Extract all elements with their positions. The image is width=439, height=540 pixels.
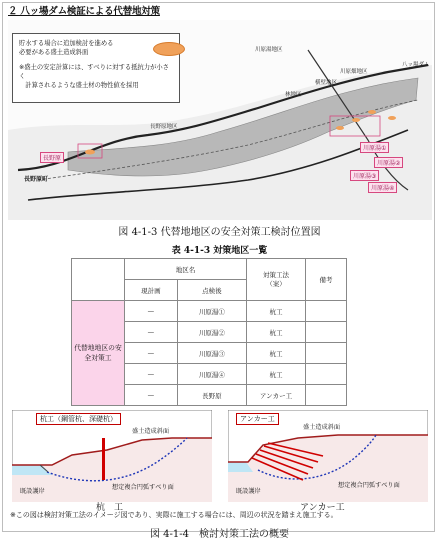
legend-swatch (153, 42, 185, 56)
pile-box-label: 杭工（鋼管杭、深礎杭） (36, 413, 121, 425)
cell-remarks (306, 385, 347, 406)
cell-inspection: 川原湯① (177, 301, 246, 322)
cell-inspection: 川原湯④ (177, 364, 246, 385)
anchor-diagram (228, 410, 428, 502)
cell-method: アンカー工 (247, 385, 306, 406)
pile-caption: 杭 工 (96, 503, 124, 513)
label-kawarayu-district: 川原湯地区 (255, 47, 283, 53)
cell-inspection: 長野原 (177, 385, 246, 406)
label-naganohara-town: 長野原町 (24, 176, 49, 183)
cell-method: 杭工 (247, 322, 306, 343)
cell-method: 杭工 (247, 301, 306, 322)
pile-slip-label: 想定複合円弧すべり面 (112, 484, 174, 491)
group-label: 代替地地区の安全対策工 (72, 301, 125, 406)
pile-revetment-label: 既設護岸 (20, 488, 45, 495)
table-title: 表 4-1-3 対策地区一覧 (171, 246, 268, 256)
tag-kawarayu-4: 川原湯④ (368, 182, 397, 193)
table-row (72, 301, 347, 322)
footnote: ※この図は検討対策工法のイメージ図であり、実際に施工する場合には、周辺の状況を踏まえ施工する。 (10, 511, 338, 519)
header-district: 地区名 (125, 259, 247, 280)
header-method: 対策工法 （案） (247, 259, 306, 301)
tag-kawarayu-3: 川原湯③ (350, 170, 379, 181)
anchor-embankment-label: 盛土造成斜面 (303, 424, 341, 431)
cell-inspection: 川原湯② (177, 322, 246, 343)
cell-current: — (125, 322, 178, 343)
anchor-slip-label: 想定複合円弧すべり面 (338, 482, 400, 489)
cell-method: 杭工 (247, 364, 306, 385)
cell-remarks (306, 364, 347, 385)
final-caption: 図 4-1-4 検討対策工法の概要 (149, 529, 290, 540)
tag-kawarayu-1: 川原湯① (360, 142, 389, 153)
anchor-revetment-label: 既設護岸 (236, 488, 261, 495)
legend-text-1: 貯水する場合に追加検討を進める (19, 40, 114, 47)
label-kawarahata-district: 川原畑地区 (340, 69, 368, 75)
anchor-box-label: アンカー工 (236, 413, 279, 425)
anchor-caption: アンカー工 (300, 503, 345, 513)
cell-remarks (306, 301, 347, 322)
pile-diagram (12, 410, 212, 502)
label-yokokabe-district: 横壁地区 (315, 80, 338, 86)
sub-current: 現計画 (125, 280, 178, 301)
pile-embankment-label: 盛土造成斜面 (132, 428, 170, 435)
legend-note-2: 計算されるような盛土材の物性値を採用 (19, 82, 139, 89)
legend-text-2: 必要がある盛土造成斜面 (19, 49, 89, 56)
map-legend (12, 33, 180, 103)
header-remarks: 備考 (306, 259, 347, 301)
section-heading: ２ 八ッ場ダム検証による代替地対策 (8, 6, 160, 17)
cell-current: — (125, 385, 178, 406)
tag-naganohara: 長野原 (40, 152, 64, 163)
cell-inspection: 川原湯③ (177, 343, 246, 364)
figure-caption: 図 4-1-3 代替地地区の安全対策工検討位置図 (118, 227, 321, 238)
cell-current: — (125, 301, 178, 322)
label-hayashi-district: 林地区 (285, 92, 302, 98)
district-table (71, 258, 347, 406)
legend-note-1: ※盛土の安定計算には、すべりに対する抵抗力が小さく (19, 64, 169, 80)
label-naganohara-district: 長野原地区 (150, 124, 178, 130)
label-yattsuba-dam: 八ッ場ダム (402, 62, 430, 68)
sub-inspection: 点検後 (177, 280, 246, 301)
cell-remarks (306, 343, 347, 364)
cell-remarks (306, 322, 347, 343)
cell-current: — (125, 364, 178, 385)
cell-current: — (125, 343, 178, 364)
tag-kawarayu-2: 川原湯② (374, 157, 403, 168)
cell-method: 杭工 (247, 343, 306, 364)
